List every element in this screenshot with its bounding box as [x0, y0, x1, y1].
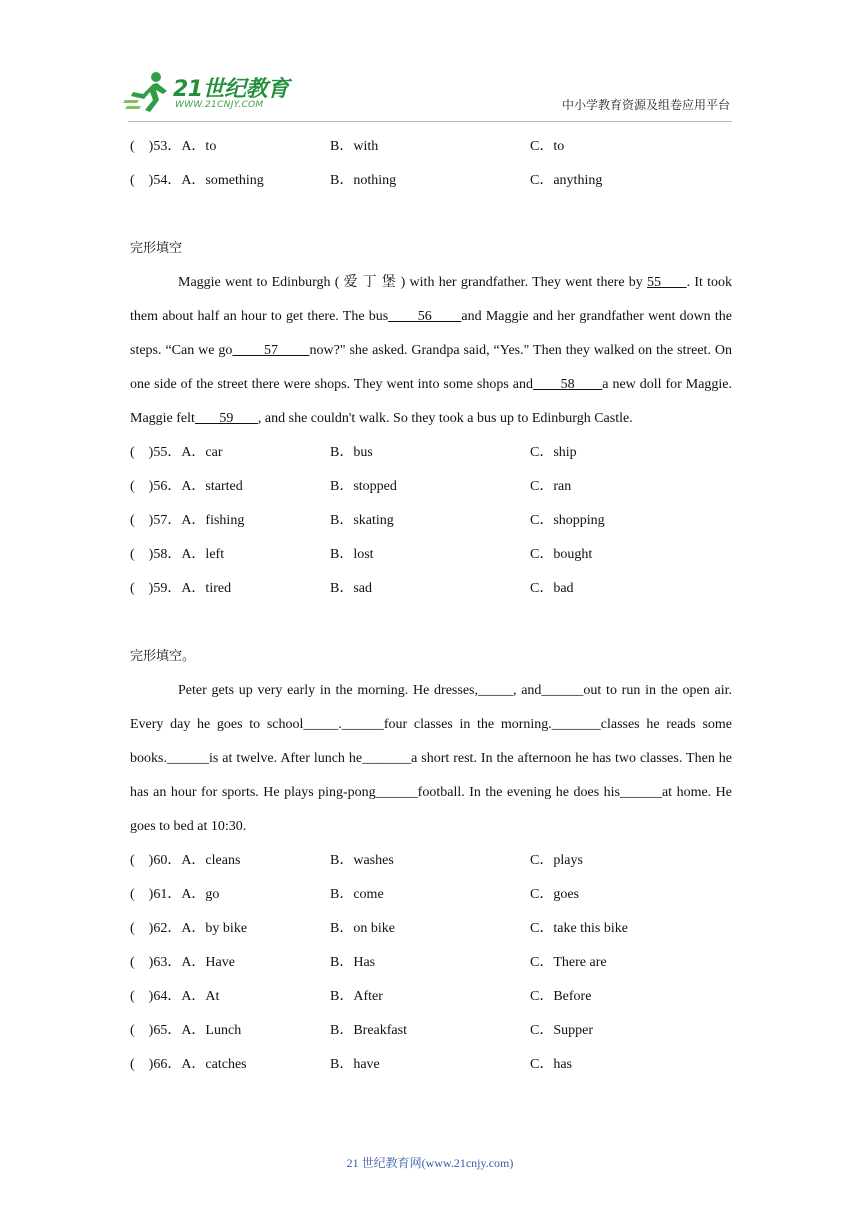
question-option-a: ( )60．A．cleans — [130, 853, 241, 868]
header-divider — [128, 121, 732, 122]
question-option-a: ( )55．A．car — [130, 445, 223, 460]
question-option-a: ( )66．A．catches — [130, 1057, 247, 1072]
question-option-a: ( )54．A．something — [130, 173, 264, 188]
question-option-a: ( )57．A．fishing — [130, 513, 245, 528]
question-option-b: B．come — [330, 887, 384, 902]
runner-icon — [123, 70, 173, 114]
page-header — [0, 0, 860, 130]
question-option-a: ( )62．A．by bike — [130, 921, 248, 936]
blank-59: 59 — [194, 411, 258, 426]
blank-56: 56 — [388, 309, 462, 324]
passage-text: , and she couldn't walk. So they took a bus up to Edinburgh Castle. — [257, 411, 633, 426]
question-row — [130, 164, 732, 198]
question-row — [130, 878, 732, 912]
logo-url: WWW.21CNJY.COM — [175, 100, 264, 110]
question-option-c: C．anything — [530, 173, 603, 188]
question-option-b: B．Has — [330, 955, 376, 970]
question-option-c: C．ship — [530, 445, 577, 460]
question-option-b: B．with — [330, 139, 379, 154]
question-option-c: C．shopping — [530, 513, 605, 528]
question-option-a: ( )65．A．Lunch — [130, 1023, 242, 1038]
question-option-c: C．to — [530, 139, 565, 154]
question-row — [130, 1048, 732, 1082]
question-option-a: ( )64．A．At — [130, 989, 220, 1004]
question-row — [130, 980, 732, 1014]
question-option-c: C．ran — [530, 479, 572, 494]
question-option-b: B．sad — [330, 581, 372, 596]
question-option-b: B．After — [330, 989, 383, 1004]
question-row — [130, 538, 732, 572]
question-row — [130, 436, 732, 470]
question-option-c: C．Before — [530, 989, 592, 1004]
question-row — [130, 470, 732, 504]
question-option-c: C．take this bike — [530, 921, 628, 936]
question-row — [130, 572, 732, 606]
passage-text: a new doll for Maggie. Maggie felt — [130, 377, 733, 426]
question-option-b: B．bus — [330, 445, 373, 460]
section-heading: 完形填空 — [130, 241, 183, 256]
page-footer[interactable]: 21 世纪教育网(www.21cnjy.com) — [346, 1156, 514, 1170]
question-row — [130, 844, 732, 878]
question-option-a: ( )53．A．to — [130, 139, 217, 154]
logo-text: 21世纪教育 — [173, 77, 289, 102]
document-body — [130, 130, 732, 1082]
question-option-c: C．plays — [530, 853, 583, 868]
blank-58: 58 — [532, 377, 603, 392]
question-option-a: ( )56．A．started — [130, 479, 243, 494]
passage-text: Maggie went to Edinburgh ( 爱 丁 堡 ) with her grandfather. They went there by — [178, 275, 648, 290]
question-option-a: ( )63．A．Have — [130, 955, 235, 970]
section-heading: 完形填空。 — [130, 649, 196, 664]
site-logo[interactable] — [123, 70, 293, 116]
question-option-b: B．have — [330, 1057, 380, 1072]
passage-text: . It took them about half an hour to get there. The bus — [130, 275, 733, 324]
cloze-passage — [130, 674, 732, 844]
header-tagline: 中小学教育资源及组卷应用平台 — [561, 98, 730, 112]
question-option-c: C．bought — [530, 547, 593, 562]
question-option-b: B．washes — [330, 853, 394, 868]
question-option-c: C．Supper — [530, 1023, 593, 1038]
question-option-b: B．skating — [330, 513, 394, 528]
cloze-passage — [130, 266, 732, 436]
question-option-c: C．bad — [530, 581, 574, 596]
question-row — [130, 130, 732, 164]
blank-57: 57 — [232, 343, 310, 358]
question-option-b: B．Breakfast — [330, 1023, 407, 1038]
question-option-a: ( )61．A．go — [130, 887, 220, 902]
spacer — [130, 198, 732, 232]
passage-text: now?" she asked. Grandpa said, “Yes." Then they walked on the street. On one side of the street there were shops. They went into some shops and — [130, 343, 733, 392]
question-option-c: C．has — [530, 1057, 572, 1072]
question-option-b: B．on bike — [330, 921, 395, 936]
question-option-a: ( )59．A．tired — [130, 581, 232, 596]
question-row — [130, 946, 732, 980]
question-option-b: B．stopped — [330, 479, 397, 494]
blank-55: 55 — [647, 275, 687, 290]
question-option-a: ( )58．A．left — [130, 547, 225, 562]
question-row — [130, 504, 732, 538]
passage-text: Peter gets up very early in the morning. He dresses,_____, and______out to run in the open air. Every day he goes to school_____.______four classes in the morning._______classes he reads some books.______is at twelve. After lunch he_______a short rest. In the afternoon he has two classes. Then he has an hour for sports. He plays ping-pong______football. In the evening he does his______at home. He goes to bed at 10:30. — [130, 683, 732, 834]
question-option-b: B．nothing — [330, 173, 397, 188]
question-row — [130, 912, 732, 946]
question-option-c: C．There are — [530, 955, 607, 970]
question-option-c: C．goes — [530, 887, 579, 902]
question-option-b: B．lost — [330, 547, 374, 562]
question-row — [130, 1014, 732, 1048]
spacer — [130, 606, 732, 640]
passage-text: and Maggie and her grandfather went down the steps. “Can we go — [130, 309, 733, 358]
